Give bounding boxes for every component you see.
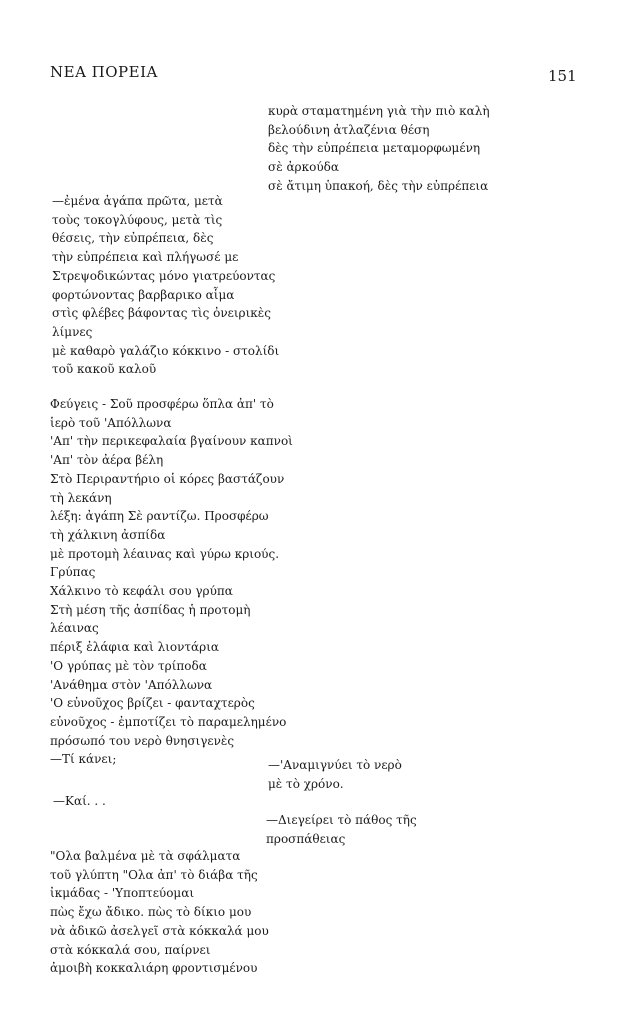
poem-line: τοῦ γλύπτη "Ολα ἀπ' τὸ διάβα τῆς — [50, 867, 258, 882]
poem-line: 'Ο εὐνοῦχος βρίζει - φανταχτερὸς — [50, 696, 255, 711]
poem-line: —Τί κάνει; — [50, 752, 117, 767]
poem-line: μὲ προτομὴ λέαινας καὶ γύρω κριούς. — [50, 546, 280, 561]
poem-line: προσπάθειας — [266, 831, 346, 846]
poem-line: 'Ανάθημα στὸν 'Απόλλωνα — [50, 677, 213, 692]
poem-line: μὲ τὸ χρόνο. — [268, 776, 344, 791]
poem-stanza-1 — [268, 102, 490, 196]
poem-line: —Καί. . . — [53, 794, 106, 808]
poem-line: λίμνες — [52, 324, 93, 339]
poem-line: Χάλκινο τὸ κεφάλι σου γρύπα — [50, 584, 233, 599]
poem-line: Στρεψοδικώντας μόνο γιατρεύοντας — [52, 268, 276, 283]
poem-line: —'Αναμιγνύει τὸ νερὸ — [268, 758, 402, 772]
page-number: 151 — [548, 67, 577, 85]
poem-line: κυρὰ σταματημένη γιὰ τὴν πιὸ καλὴ — [268, 104, 490, 118]
poem-line: ἱερὸ τοῦ 'Απόλλωνα — [50, 415, 172, 430]
poem-line: "Ολα βαλμένα μὲ τὰ σφάλματα — [50, 849, 241, 863]
poem-line: δὲς τὴν εὐπρέπεια μεταμορφωμένη — [268, 141, 481, 156]
poem-line: πὼς ἔχω ἄδικο. πὼς τὸ δίκιο μου — [50, 905, 252, 920]
poem-line: εὐνοῦχος - ἐμποτίζει τὸ παραμελημένο — [50, 714, 287, 729]
poem-line: πρόσωπό του νερὸ θνησιγενὲς — [50, 733, 235, 748]
poem-line: φορτώνοντας βαρβαρικο αἷμα — [52, 287, 235, 302]
poem-line: μὲ καθαρὸ γαλάζιο κόκκινο - στολίδι — [52, 343, 280, 358]
poem-line: ἰκμάδας - 'Υποπτεύομαι — [50, 886, 195, 901]
poem-line: 'Απ' τὴν περικεφαλαία βγαίνουν καπνοὶ — [50, 434, 293, 449]
dialogue-reply-1 — [268, 756, 402, 793]
poem-line: τὴ χάλκινη ἀσπίδα — [50, 527, 166, 542]
poem-line: στὶς φλέβες βάφοντας τὶς ὀνειρικὲς — [52, 306, 271, 321]
poem-line: τὴ λεκάνη — [50, 490, 112, 505]
poem-line: τοῦ κακοῦ καλοῦ — [52, 362, 157, 377]
poem-line: ἀμοιβὴ κοκκαλιάρη φροντισμένου — [50, 961, 258, 976]
poem-line: λέαινας — [50, 621, 99, 636]
poem-stanza-3 — [50, 395, 293, 769]
poem-line: στὰ κόκκαλά σου, παίρνει — [50, 942, 211, 957]
dialogue-reply-2 — [266, 811, 417, 848]
poem-line: πέριξ ἐλάφια καὶ λιοντάρια — [50, 640, 220, 655]
poem-line: θέσεις, τὴν εὐπρέπεια, δὲς — [52, 231, 214, 246]
poem-line: νὰ ἀδικῶ ἀσελγεῖ στὰ κόκκαλά μου — [50, 923, 269, 938]
poem-line: —ἐμένα ἀγάπα πρῶτα, μετὰ — [52, 194, 223, 208]
poem-line: τὴν εὐπρέπεια καὶ πλήγωσέ με — [52, 250, 239, 265]
dialogue-question-2 — [53, 792, 106, 811]
poem-line: λέξη: ἀγάπη Σὲ ραντίζω. Προσφέρω — [50, 509, 269, 524]
running-header-title: ΝΕΑ ΠΟΡΕΙΑ — [50, 63, 158, 81]
poem-line: Φεύγεις - Σοῦ προσφέρω ὅπλα ἀπ' τὸ — [50, 397, 274, 411]
poem-stanza-4 — [50, 847, 269, 978]
poem-line: σὲ ἀρκούδα — [268, 160, 339, 175]
poem-line: βελούδινη ἀτλαζένια θέση — [268, 122, 430, 137]
poem-line: 'Απ' τὸν ἀέρα βέλη — [50, 453, 164, 468]
poem-line: Στὴ μέση τῆς ἀσπίδας ἡ προτομὴ — [50, 602, 251, 617]
poem-line: —Διεγείρει τὸ πάθος τῆς — [266, 813, 417, 827]
poem-line: τοὺς τοκογλύφους, μετὰ τὶς — [52, 212, 223, 227]
poem-stanza-2 — [52, 192, 279, 379]
poem-line: 'Ο γρύπας μὲ τὸν τρίποδα — [50, 658, 207, 673]
poem-line: Γρύπας — [50, 565, 96, 580]
poem-line: σὲ ἄτιμη ὑπακοή, δὲς τὴν εὐπρέπεια — [268, 178, 489, 193]
poem-line: Στὸ Περιραντήριο οἱ κόρες βαστάζουν — [50, 471, 285, 486]
